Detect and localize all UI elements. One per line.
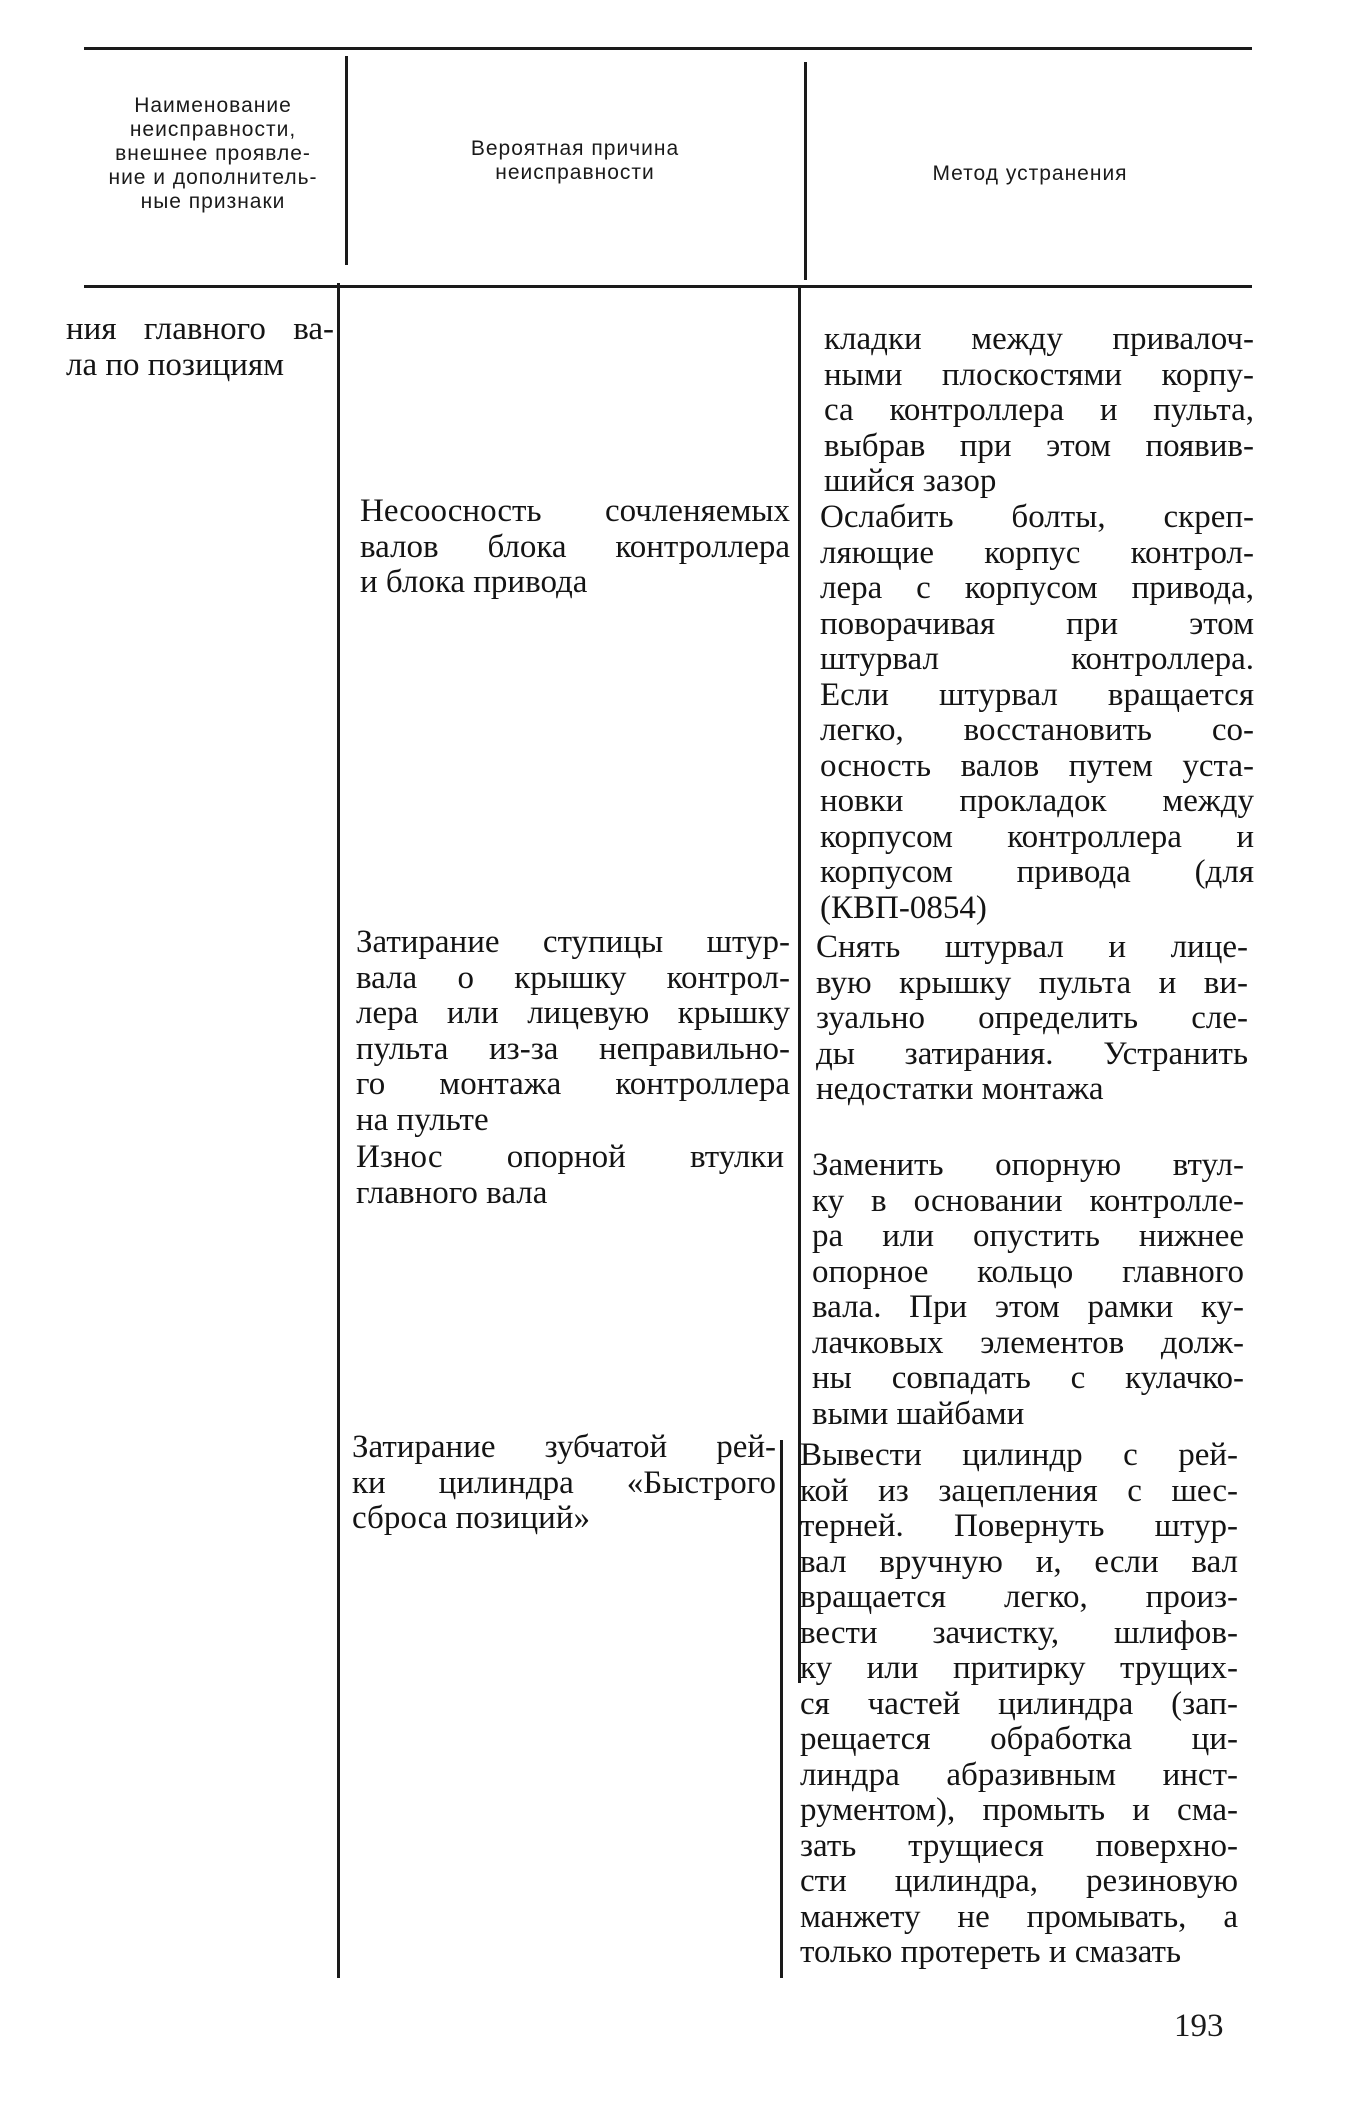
row3-method-line: зуально определить сле- [816, 1000, 1248, 1036]
row2-method-line: поворачивая при этом [820, 605, 1254, 642]
header-col1 [88, 94, 338, 214]
header-bottom-rule [84, 285, 1252, 288]
row2-method-line: корпусом контроллера и [820, 818, 1254, 855]
row1-method-line: выбрав при этом появив- [824, 427, 1254, 464]
body-column-divider-2-lower [780, 1440, 783, 1978]
row2-method-line: Ослабить болты, скреп- [820, 499, 1254, 535]
row5-method [800, 1438, 1238, 1971]
row2-method-line: лера с корпусом привода, [820, 570, 1254, 606]
row5-method-line: ся частей цилиндра (зап- [800, 1685, 1238, 1722]
row2-method [820, 500, 1254, 926]
row2-method-line: ляющие корпус контрол- [820, 534, 1254, 571]
row4-method-line: ку в основании контролле- [812, 1182, 1244, 1219]
row5-method-line: только протереть и смазать [800, 1934, 1181, 1970]
header-col2 [352, 137, 798, 185]
header-col1-line: внешнее проявле- [115, 142, 311, 165]
row4-method-line: Заменить опорную втул- [812, 1147, 1244, 1183]
row5-method-line: зать трущиеся поверхно- [800, 1827, 1238, 1864]
row5-cause [352, 1430, 776, 1537]
row4-cause-line: главного вала [356, 1174, 548, 1211]
row1-method-line: са контроллера и пульта, [824, 392, 1254, 428]
row1-symptom-line: ния главного ва- [66, 311, 334, 347]
row3-method-line: недостатки монтажа [816, 1071, 1104, 1107]
header-col1-line: Наименование [134, 94, 292, 117]
row2-method-line: (КВП-0854) [820, 889, 987, 926]
row4-method-line: ны совпадать с кулачко- [812, 1360, 1244, 1396]
header-column-divider-2 [804, 62, 807, 280]
row3-cause-line: лера или лицевую крышку [356, 995, 790, 1031]
row2-method-line: корпусом привода (для [820, 854, 1254, 890]
row3-method-line: ды затирания. Устранить [816, 1035, 1248, 1072]
row2-cause-line: Несоосность сочленяемых [360, 493, 790, 529]
row1-method-line: кладки между привалоч- [824, 321, 1254, 357]
body-column-divider-1 [337, 283, 340, 1978]
row3-cause [356, 925, 790, 1138]
row5-cause-line: ки цилиндра «Быстрого [352, 1464, 776, 1501]
header-col1-line: ные признаки [140, 190, 286, 213]
row5-method-line: рещается обработка ци- [800, 1721, 1238, 1757]
row5-method-line: манжету не промывать, а [800, 1898, 1238, 1935]
row4-method-line: лачковых элементов долж- [812, 1324, 1244, 1361]
row5-cause-line: сброса позиций» [352, 1500, 590, 1536]
row5-method-line: кой из зацепления с шес- [800, 1472, 1238, 1509]
row4-method [812, 1148, 1244, 1432]
header-col3 [810, 162, 1250, 186]
header-col2-line: неисправности [495, 161, 655, 184]
row5-method-line: линдра абразивным инст- [800, 1756, 1238, 1793]
row3-cause-line: вала о крышку контрол- [356, 959, 790, 996]
row3-cause-line: пульта из-за неправильно- [356, 1030, 790, 1067]
row3-cause-line: Затирание ступицы штур- [356, 924, 790, 960]
row2-cause-line: валов блока контроллера [360, 528, 790, 565]
row1-method-line: ными плоскостями корпу- [824, 356, 1254, 393]
header-column-divider-1 [345, 56, 348, 265]
row5-method-line: Вывести цилиндр с рей- [800, 1437, 1238, 1473]
row3-method-line: вую крышку пульта и ви- [816, 964, 1248, 1001]
row1-method [824, 322, 1254, 500]
row4-cause [356, 1140, 784, 1211]
row5-cause-line: Затирание зубчатой рей- [352, 1429, 776, 1465]
row5-method-line: ку или притирку трущих- [800, 1650, 1238, 1686]
row3-cause-line: на пульте [356, 1101, 489, 1138]
row4-cause-line: Износ опорной втулки [356, 1139, 784, 1175]
row3-method [816, 930, 1248, 1108]
row4-method-line: опорное кольцо главного [812, 1253, 1244, 1290]
row5-method-line: вращается легко, произ- [800, 1579, 1238, 1615]
row2-method-line: штурвал контроллера. [820, 641, 1254, 677]
row1-symptom [66, 312, 334, 383]
header-col1-line: ние и дополнитель- [108, 166, 318, 189]
row1-method-line: шийся зазор [824, 463, 997, 499]
row2-cause-line: и блока привода [360, 564, 588, 600]
row4-method-line: вала. При этом рамки ку- [812, 1289, 1244, 1325]
page-number: 193 [1174, 2008, 1224, 2044]
header-col1-line: неисправности, [129, 118, 297, 141]
row3-method-line: Снять штурвал и лице- [816, 929, 1248, 965]
row2-method-line: Если штурвал вращается [820, 676, 1254, 713]
header-col2-line: Вероятная причина [470, 137, 680, 160]
row2-cause [360, 494, 790, 601]
row5-method-line: вал вручную и, если вал [800, 1543, 1238, 1580]
row3-cause-line: го монтажа контроллера [356, 1066, 790, 1102]
row4-method-line: ра или опустить нижнее [812, 1218, 1244, 1254]
row2-method-line: осность валов путем уста- [820, 747, 1254, 784]
row5-method-line: вести зачистку, шлифов- [800, 1614, 1238, 1651]
row5-method-line: терней. Повернуть штур- [800, 1508, 1238, 1544]
row4-method-line: выми шайбами [812, 1395, 1025, 1432]
row1-symptom-line: ла по позициям [66, 346, 285, 383]
header-col3-line: Метод устранения [932, 162, 1128, 185]
row2-method-line: легко, восстановить со- [820, 712, 1254, 748]
row2-method-line: новки прокладок между [820, 783, 1254, 819]
row5-method-line: рументом), промыть и сма- [800, 1792, 1238, 1828]
row5-method-line: сти цилиндра, резиновую [800, 1863, 1238, 1899]
header-top-rule [84, 47, 1252, 50]
